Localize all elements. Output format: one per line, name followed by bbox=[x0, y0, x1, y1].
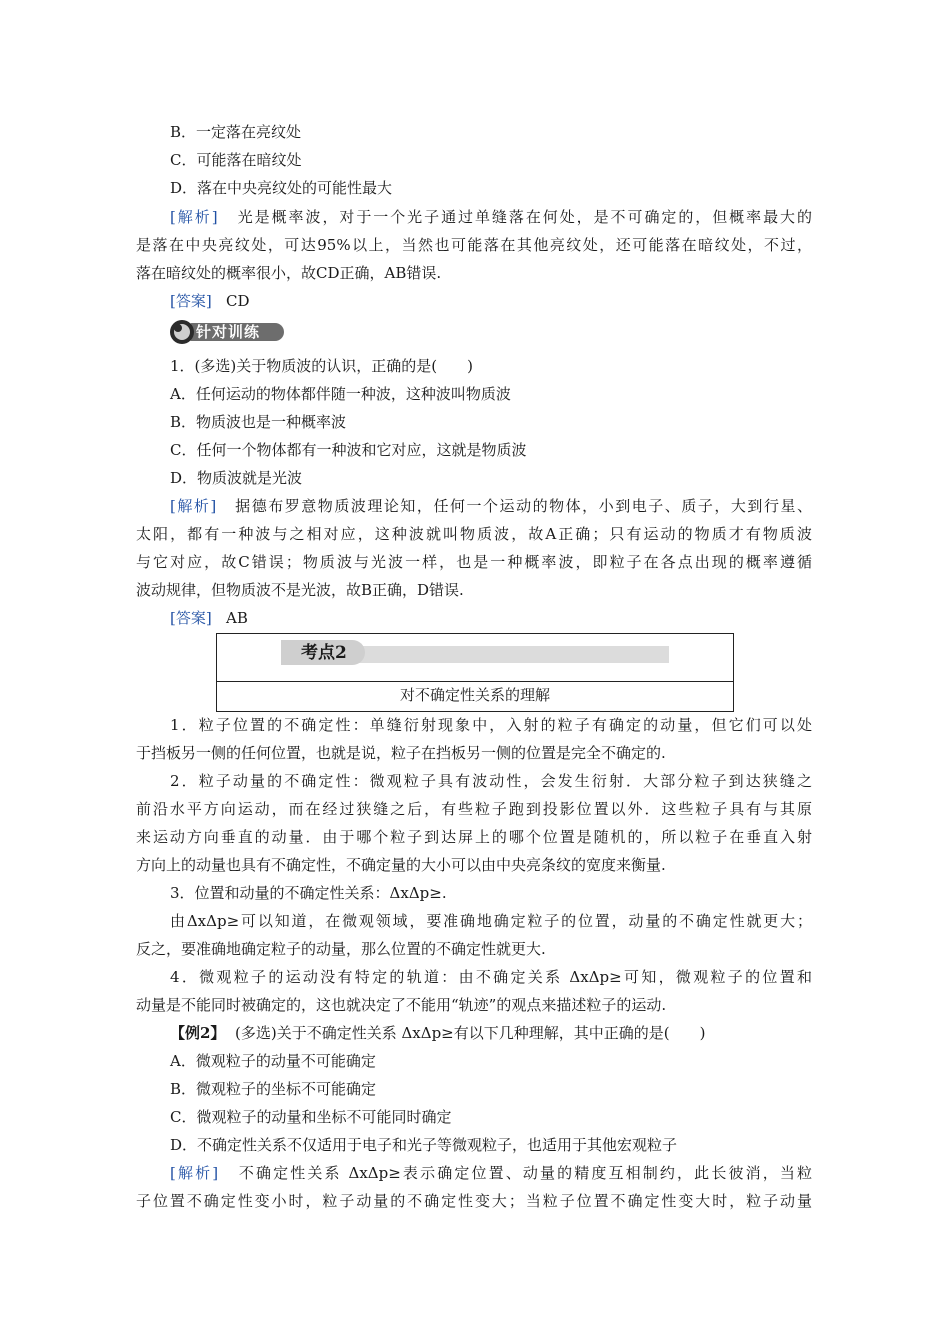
point-3-line: 由ΔxΔp≥可以知道，在微观领域，要准确地确定粒子的位置，动量的不确定性就更大； bbox=[170, 912, 812, 930]
training-analysis-line bbox=[170, 496, 812, 516]
example-2-option-b: B．微观粒子的坐标不可能确定 bbox=[170, 1080, 377, 1098]
analysis-tag: [解析] bbox=[170, 1164, 219, 1182]
example-2-option-c: C．微观粒子的动量和坐标不可能同时确定 bbox=[170, 1108, 452, 1126]
kaodian-subtitle: 对不确定性关系的理解 bbox=[399, 686, 550, 704]
banner-label: 针对训练 bbox=[196, 323, 261, 341]
training-banner bbox=[170, 319, 286, 345]
example-tag: 【例2】 bbox=[170, 1024, 226, 1042]
point-3-line: 3．位置和动量的不确定性关系：ΔxΔp≥. bbox=[170, 884, 447, 902]
point-4-line: 4．微观粒子的运动没有特定的轨道：由不确定关系 ΔxΔp≥可知，微观粒子的位置和 bbox=[170, 968, 812, 986]
training-analysis-line: 与它对应，故C错误；物质波与光波一样，也是一种概率波，即粒子在各点出现的概率遵循 bbox=[136, 553, 812, 571]
example-2-option-d: D．不确定性关系不仅适用于电子和光子等微观粒子，也适用于其他宏观粒子 bbox=[170, 1136, 678, 1154]
training-analysis-line: 太阳，都有一种波与之相对应，这种波就叫物质波，故A正确；只有运动的物质才有物质波 bbox=[136, 525, 812, 543]
analysis-text: 据德布罗意物质波理论知，任何一个运动的物体，小到电子、质子，大到行星、 bbox=[235, 497, 812, 515]
point-4-line: 动量是不能同时被确定的，这也就决定了不能用“轨迹”的观点来描述粒子的运动. bbox=[136, 996, 667, 1014]
example-2-question bbox=[170, 1023, 705, 1043]
answer-tag: [答案] bbox=[170, 609, 212, 627]
example-question-text: (多选)关于不确定性关系 ΔxΔp≥有以下几种理解，其中正确的是( ) bbox=[234, 1024, 706, 1042]
analysis-line bbox=[170, 207, 812, 227]
target-icon bbox=[170, 320, 194, 344]
point-2-line: 来运动方向垂直的动量．由于哪个粒子到达屏上的哪个位置是随机的，所以粒子在垂直入射 bbox=[136, 828, 812, 846]
training-answer-line bbox=[170, 608, 248, 628]
analysis-text: 不确定性关系 ΔxΔp≥表示确定位置、动量的精度互相制约，此长彼消，当粒 bbox=[238, 1164, 812, 1182]
analysis-tag: [解析] bbox=[170, 208, 218, 226]
kaodian-divider bbox=[217, 681, 733, 682]
kaodian-box bbox=[216, 633, 734, 712]
training-option-a: A．任何运动的物体都伴随一种波，这种波叫物质波 bbox=[170, 385, 511, 403]
answer-value: CD bbox=[226, 292, 250, 310]
training-option-b: B．物质波也是一种概率波 bbox=[170, 413, 347, 431]
example-2-option-a: A．微观粒子的动量不可能确定 bbox=[170, 1052, 376, 1070]
point-3-line: 反之，要准确地确定粒子的动量，那么位置的不确定性就更大. bbox=[136, 940, 546, 958]
analysis-line: 落在暗纹处的概率很小，故CD正确，AB错误. bbox=[136, 264, 442, 282]
analysis-tag: [解析] bbox=[170, 497, 217, 515]
example-2-analysis-line bbox=[170, 1163, 812, 1183]
point-2-line: 方向上的动量也具有不确定性，不确定量的大小可以由中央亮条纹的宽度来衡量. bbox=[136, 856, 666, 874]
training-option-d: D．物质波就是光波 bbox=[170, 469, 303, 487]
answer-value: AB bbox=[226, 609, 248, 627]
point-2-line: 2．粒子动量的不确定性：微观粒子具有波动性，会发生衍射．大部分粒子到达狭缝之 bbox=[170, 772, 812, 790]
training-option-c: C．任何一个物体都有一种波和它对应，这就是物质波 bbox=[170, 441, 527, 459]
option-b: B．一定落在亮纹处 bbox=[170, 123, 302, 141]
training-analysis-line: 波动规律，但物质波不是光波，故B正确，D错误. bbox=[136, 581, 464, 599]
answer-tag: [答案] bbox=[170, 292, 212, 310]
analysis-line: 是落在中央亮纹处，可达95%以上，当然也可能落在其他亮纹处，还可能落在暗纹处，不过， bbox=[136, 236, 812, 254]
option-c: C．可能落在暗纹处 bbox=[170, 151, 302, 169]
analysis-text: 光是概率波，对于一个光子通过单缝落在何处，是不可确定的，但概率最大的 bbox=[237, 208, 812, 226]
option-d: D．落在中央亮纹处的可能性最大 bbox=[170, 179, 393, 197]
training-question: 1．(多选)关于物质波的认识，正确的是( ) bbox=[170, 357, 473, 375]
answer-line bbox=[170, 291, 250, 311]
point-1-line: 于挡板另一侧的任何位置，也就是说，粒子在挡板另一侧的位置是完全不确定的. bbox=[136, 744, 666, 762]
point-2-line: 前沿水平方向运动，而在经过狭缝之后，有些粒子跑到投影位置以外．这些粒子具有与其原 bbox=[136, 800, 812, 818]
kaodian-label: 考点2 bbox=[301, 643, 347, 663]
example-2-analysis-line: 子位置不确定性变小时，粒子动量的不确定性变大；当粒子位置不确定性变大时，粒子动量 bbox=[136, 1192, 812, 1210]
point-1-line: 1．粒子位置的不确定性：单缝衍射现象中，入射的粒子有确定的动量，但它们可以处 bbox=[170, 716, 812, 734]
